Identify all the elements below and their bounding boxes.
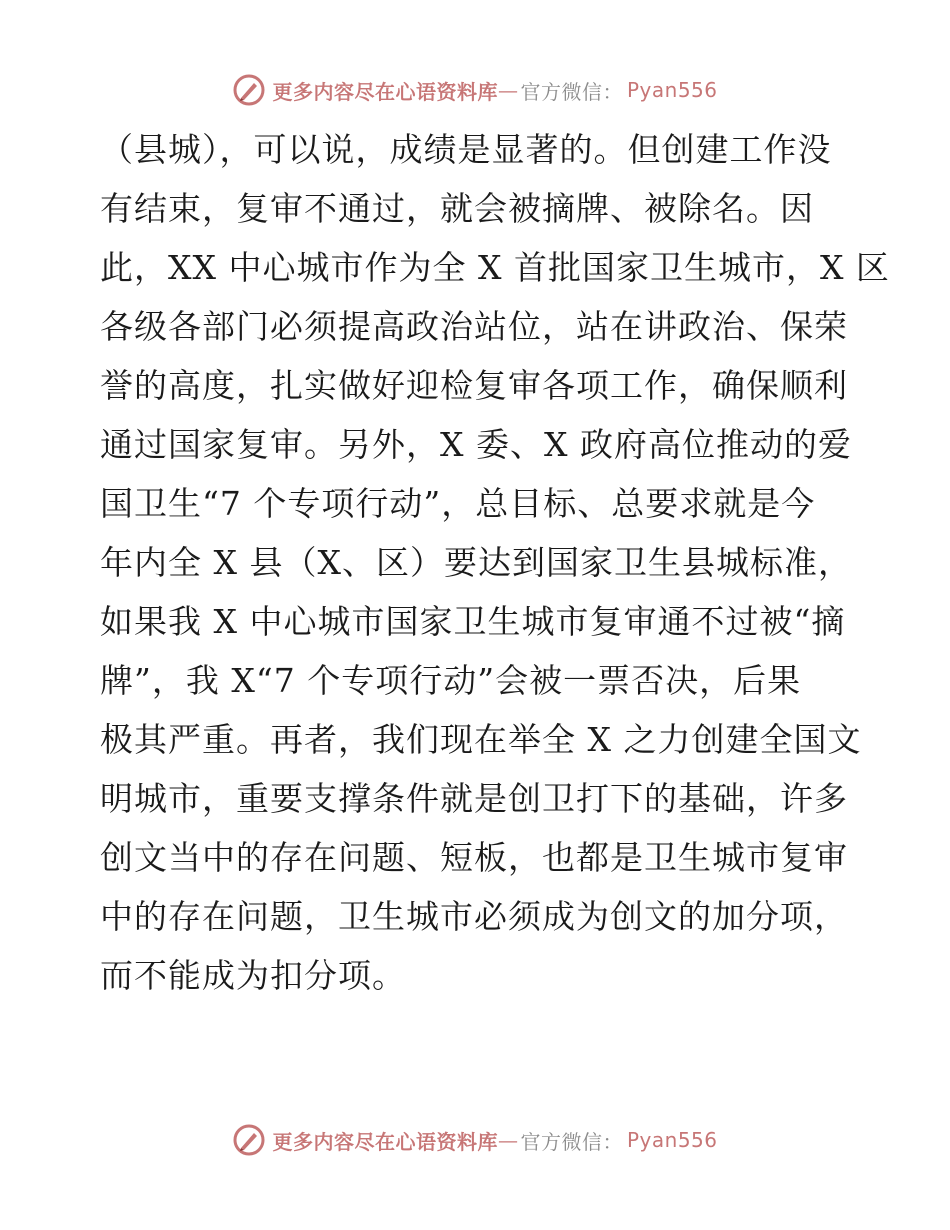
- watermark-contact-label: 官方微信：: [520, 79, 623, 104]
- body-text: [100, 120, 890, 1005]
- header-watermark: [0, 70, 950, 110]
- watermark-text: 更多内容尽在心语资料库: [272, 1129, 498, 1154]
- watermark-dash: —: [497, 78, 519, 102]
- text-line: 中的存在问题，卫生城市必须成为创文的加分项，: [100, 897, 848, 936]
- text-line: 誉的高度，扎实做好迎检复审各项工作，确保顺利: [100, 366, 848, 405]
- text-line: 明城市，重要支撑条件就是创卫打下的基础，许多: [100, 779, 848, 818]
- text-line: 此，XX 中心城市作为全 X 首批国家卫生城市，X 区: [100, 248, 890, 287]
- watermark-contact-label: 官方微信：: [520, 1129, 623, 1154]
- text-line: 如果我 X 中心城市国家卫生城市复审通不过被“摘: [100, 602, 846, 641]
- text-line: 通过国家复审。另外，X 委、X 政府高位推动的爱: [100, 425, 852, 464]
- text-line: 极其严重。再者，我们现在举全 X 之力创建全国文: [100, 720, 862, 759]
- text-line: 各级各部门必须提高政治站位，站在讲政治、保荣: [100, 307, 848, 346]
- watermark-contact-id: Pyan556: [626, 78, 718, 102]
- watermark-text: 更多内容尽在心语资料库: [272, 79, 498, 104]
- text-line: 国卫生“7 个专项行动”，总目标、总要求就是今: [100, 484, 816, 523]
- text-line: 有结束，复审不通过，就会被摘牌、被除名。因: [100, 189, 814, 228]
- text-line: 而不能成为扣分项。: [100, 956, 406, 995]
- text-line: 年内全 X 县（X、区）要达到国家卫生县城标准，: [100, 543, 852, 582]
- footer-watermark: [0, 1120, 950, 1160]
- text-line: 创文当中的存在问题、短板，也都是卫生城市复审: [100, 838, 848, 877]
- pen-logo-icon: [232, 73, 266, 107]
- pen-logo-icon: [232, 1123, 266, 1157]
- watermark-contact-id: Pyan556: [626, 1128, 718, 1152]
- text-line: （县城），可以说，成绩是显著的。但创建工作没: [100, 130, 832, 169]
- watermark-dash: —: [497, 1128, 519, 1152]
- text-line: 牌”，我 X“7 个专项行动”会被一票否决，后果: [100, 661, 802, 700]
